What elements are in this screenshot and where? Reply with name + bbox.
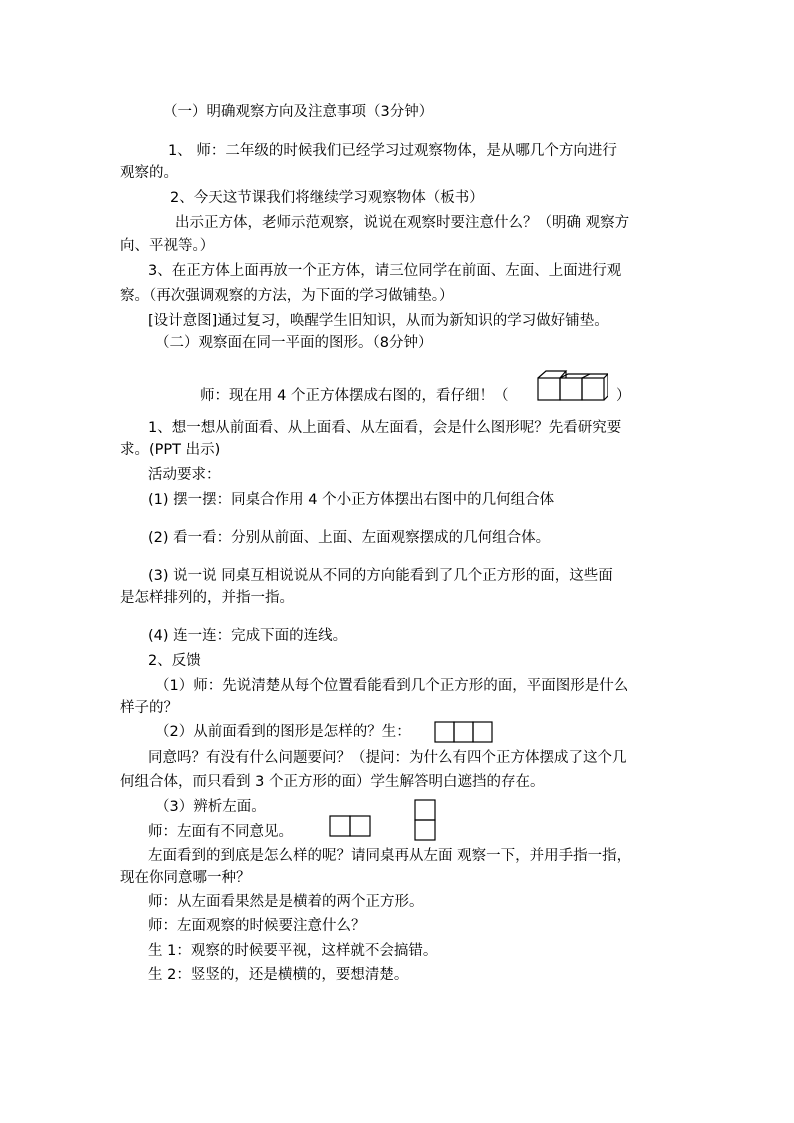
paragraph-line: 师：现在用 4 个正方体摆成右图的，看仔细！（ [200, 388, 509, 404]
paragraph-line: 1、想一想从前面看、从上面看、从左面看，会是什么图形呢？先看研究要 [148, 420, 622, 436]
paragraph-line: 3、在正方体上面再放一个正方体，请三位同学在前面、左面、上面进行观 [148, 263, 622, 279]
paragraph-line: （3）辨析左面。 [155, 799, 266, 815]
four-cube-3d-icon [536, 368, 608, 402]
paragraph-line: 向、平视等。） [120, 238, 215, 254]
paragraph-line: 师：从左面看果然是是横着的两个正方形。 [148, 894, 424, 910]
three-squares-row-icon [434, 721, 494, 743]
two-squares-column-icon [414, 799, 436, 841]
paragraph-line: 是怎样排列的，并指一指。 [120, 590, 294, 606]
paragraph-line: 样子的？ [120, 700, 178, 716]
paragraph-line: 师：左面有不同意见。 [148, 824, 293, 840]
paragraph-line: 2、今天这节课我们将继续学习观察物体（板书） [170, 190, 484, 206]
paragraph-line: 察。（再次强调观察的方法，为下面的学习做铺垫。） [120, 288, 454, 304]
paragraph-line: 活动要求： [148, 467, 221, 483]
paragraph-line: 何组合体，而只看到 3 个正方形的面）学生解答明白遮挡的存在。 [120, 774, 545, 790]
paragraph-line: 同意吗？有没有什么问题要问？（提问：为什么有四个正方体摆成了这个几 [148, 750, 627, 766]
paragraph-line: （1）师：先说清楚从每个位置看能看到几个正方形的面，平面图形是什么 [155, 678, 629, 694]
section-heading-1: （一）明确观察方向及注意事项（3分钟） [163, 104, 434, 120]
paragraph-line: 左面看到的到底是怎么样的呢？请同桌再从左面 观察一下，并用手指一指， [148, 848, 632, 864]
paragraph-line: 1、 师：二年级的时候我们已经学习过观察物体，是从哪几个方向进行 [168, 143, 617, 159]
paragraph-line: 现在你同意哪一种？ [120, 870, 251, 886]
two-squares-row-icon [329, 815, 371, 837]
section-heading-2: （二）观察面在同一平面的图形。（8分钟） [155, 335, 433, 351]
paragraph-line: 出示正方体，老师示范观察，说说在观察时要注意什么？（明确 观察方 [175, 215, 630, 231]
activity-item: (4) 连一连：完成下面的连线。 [148, 628, 348, 644]
paragraph-line: 生 1：观察的时候要平视，这样就不会搞错。 [148, 943, 438, 959]
activity-item: (2) 看一看：分别从前面、上面、左面观察摆成的几何组合体。 [148, 530, 551, 546]
activity-item: (1) 摆一摆：同桌合作用 4 个小正方体摆出右图中的几何组合体 [148, 492, 555, 508]
design-intent-line: [设计意图]通过复习，唤醒学生旧知识，从而为新知识的学习做好铺垫。 [148, 313, 609, 329]
paragraph-line: （2）从前面看到的图形是怎样的？生： [155, 724, 411, 740]
paragraph-line: 求。(PPT 出示) [120, 442, 221, 458]
paragraph-line: 师：左面观察的时候要注意什么？ [148, 918, 366, 934]
paragraph-line-end: ） [616, 388, 631, 404]
activity-item: (3) 说一说 同桌互相说说从不同的方向能看到了几个正方形的面，这些面 [148, 568, 613, 584]
paragraph-line: 生 2：竖竖的，还是横横的，要想清楚。 [148, 967, 409, 983]
paragraph-line: 2、反馈 [148, 653, 201, 669]
paragraph-line: 观察的。 [120, 165, 178, 181]
